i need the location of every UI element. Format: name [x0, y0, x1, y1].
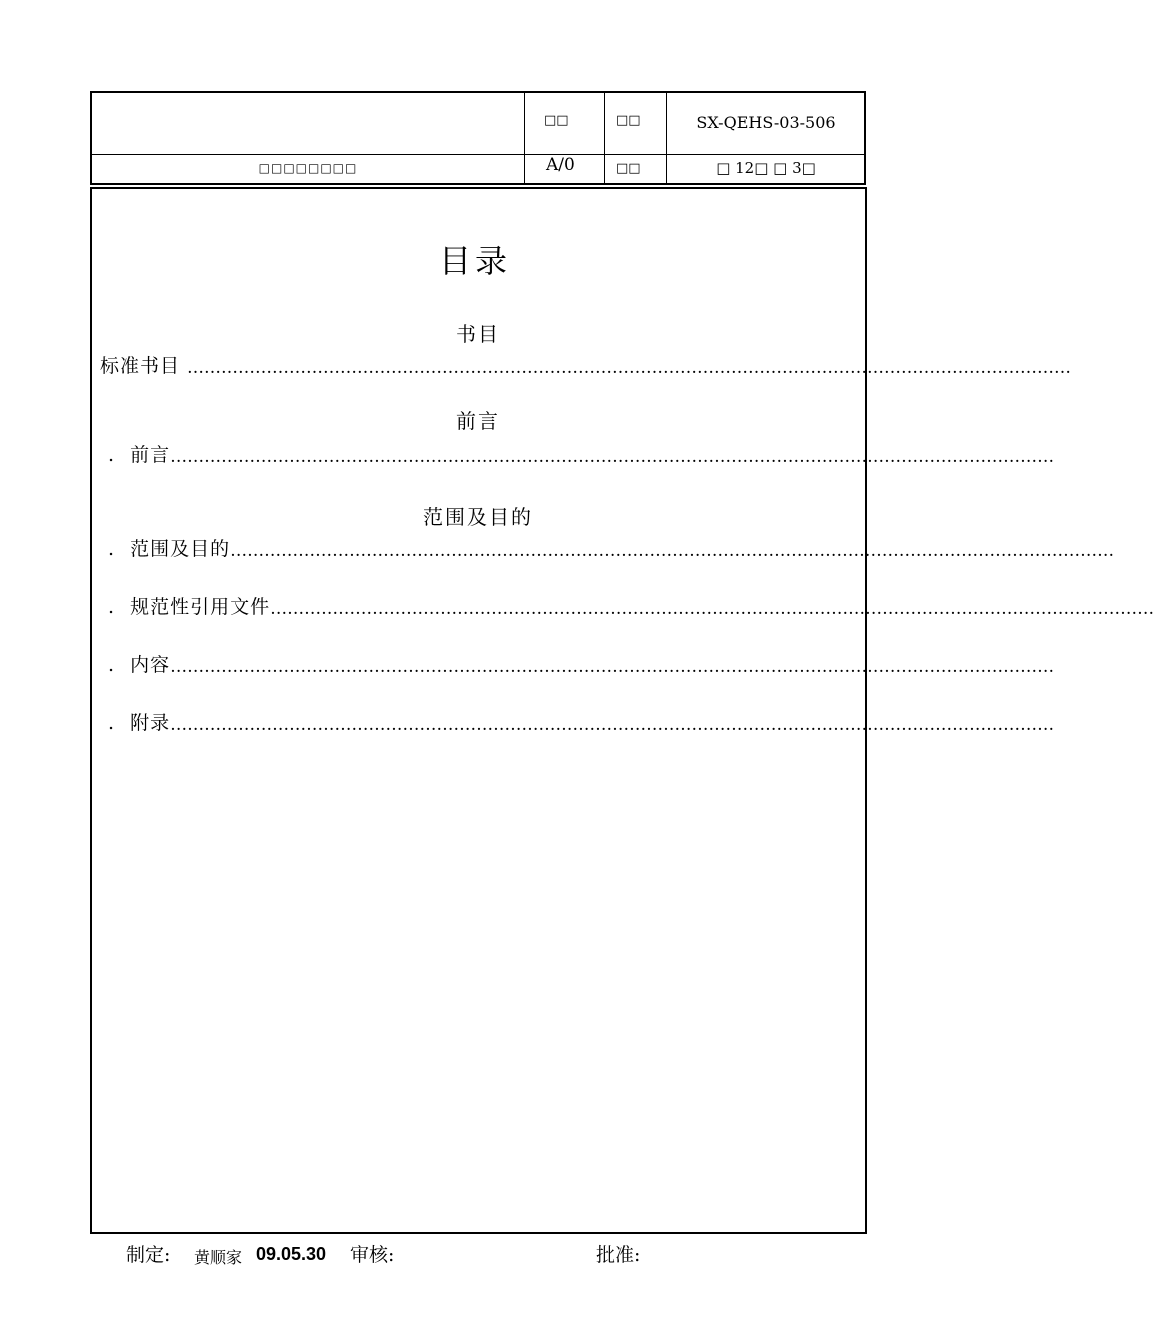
toc-entry[interactable]	[108, 592, 1154, 619]
section-heading: 前言	[456, 409, 500, 433]
section-heading: 范围及目的	[423, 505, 533, 529]
page-label: □□	[616, 161, 641, 176]
number-label: □□	[616, 113, 641, 128]
header-divider	[92, 154, 864, 155]
document-number: SX-QEHS-03-506	[696, 113, 836, 132]
made-by-name: 黄顺家	[194, 1248, 243, 1267]
dot-leader: …………………………………………………………………………………………………………………………………………	[230, 541, 1115, 561]
toc-entry-label: 规范性引用文件	[130, 596, 271, 618]
toc-entry-prefix: .	[108, 596, 116, 618]
approve-label: 批准:	[596, 1244, 641, 1266]
document-header-table	[90, 91, 866, 185]
header-divider	[604, 93, 605, 183]
made-date: 09.05.30	[256, 1244, 327, 1264]
toc-entry[interactable]	[100, 351, 1072, 378]
made-by-label: 制定:	[126, 1244, 171, 1266]
section-heading: 书目	[456, 322, 500, 346]
toc-entry-prefix: .	[108, 712, 116, 734]
toc-entry[interactable]	[108, 708, 1055, 735]
toc-entry-prefix: .	[108, 654, 116, 676]
page-title: 目录	[438, 242, 511, 280]
toc-entry[interactable]	[108, 650, 1055, 677]
document-title: □□□□□□□□	[258, 161, 358, 175]
toc-entry-label: 范围及目的	[130, 538, 231, 560]
toc-entry-prefix: .	[108, 444, 116, 466]
dot-leader: …………………………………………………………………………………………………………………………………………	[170, 657, 1055, 677]
dot-leader: …………………………………………………………………………………………………………………………………………	[170, 447, 1055, 467]
dot-leader: …………………………………………………………………………………………………………………………………………	[270, 599, 1154, 619]
version-label: □□	[544, 113, 569, 128]
toc-entry[interactable]	[108, 534, 1115, 561]
dot-leader: …………………………………………………………………………………………………………………………………………	[170, 715, 1055, 735]
toc-entry-prefix: .	[108, 538, 116, 560]
version-value: A/0	[546, 155, 575, 175]
page-count: □ 12□ □ 3□	[716, 159, 816, 177]
header-divider	[524, 93, 525, 183]
toc-entry-label: 附录	[130, 712, 171, 734]
toc-entry[interactable]	[108, 440, 1055, 467]
toc-entry-label: 前言	[130, 444, 171, 466]
toc-entry-label: 标准书目	[100, 355, 188, 377]
dot-leader: …………………………………………………………………………………………………………………………………………	[187, 358, 1072, 378]
review-label: 审核:	[350, 1244, 395, 1266]
toc-entry-label: 内容	[130, 654, 171, 676]
